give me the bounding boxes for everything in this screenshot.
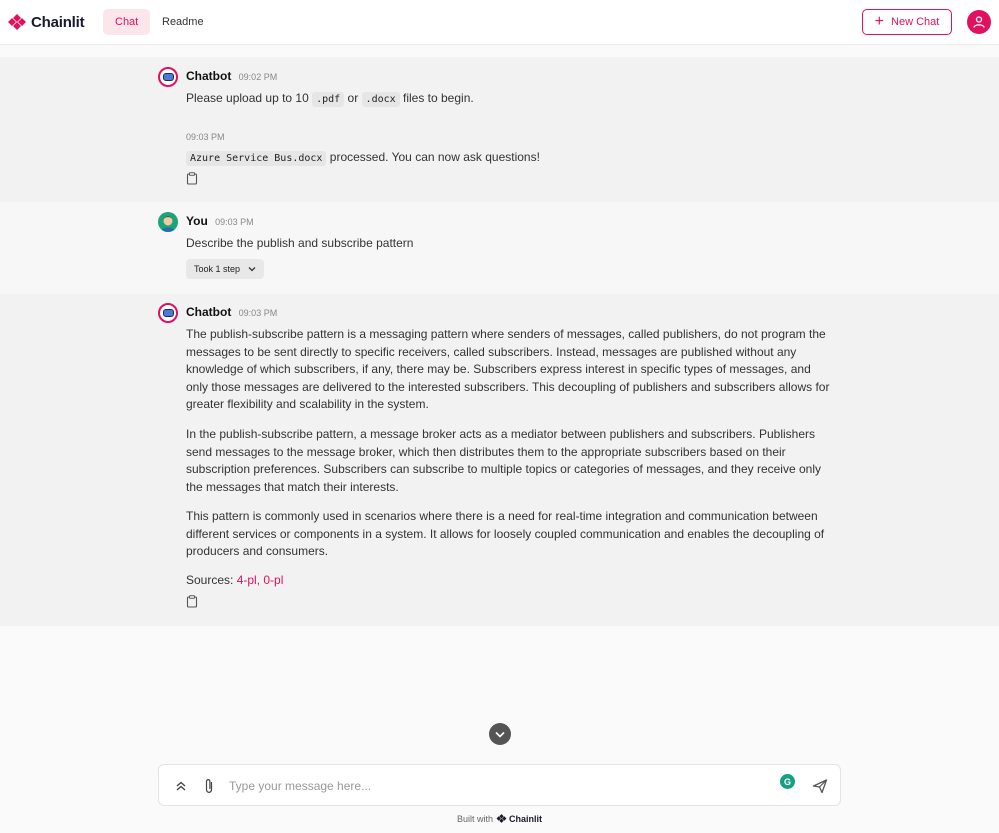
text-segment: Please upload up to 10 <box>186 91 313 105</box>
message-composer <box>158 764 841 806</box>
chevron-down-icon <box>495 731 505 738</box>
message-author <box>186 214 254 228</box>
message-time: 09:03 PM <box>215 217 254 227</box>
expand-up-button[interactable] <box>173 778 189 794</box>
tab-readme[interactable] <box>150 9 216 35</box>
person-icon <box>158 212 178 232</box>
bot-message-1 <box>158 57 838 202</box>
inline-code: Azure Service Bus.docx <box>186 151 326 166</box>
message-time: 09:02 PM <box>238 72 278 82</box>
chevron-down-icon <box>248 266 256 272</box>
sources-line <box>186 572 836 590</box>
followup-time: 09:03 PM <box>186 132 225 142</box>
inline-code: .pdf <box>312 92 344 107</box>
chainlit-logo[interactable] <box>7 12 84 32</box>
source-links[interactable]: 4-pl, 0-pl <box>236 573 284 587</box>
footer-brand-text: Chainlit <box>509 813 542 824</box>
built-with-label: Built with <box>456 813 493 824</box>
chainlit-logo-icon <box>7 12 27 32</box>
steps-toggle-button[interactable] <box>186 259 264 279</box>
answer-paragraph: This pattern is commonly used in scenarios where there is a need for real-time integration and communication between different services or components in a system. It allows for loosely coupled communication and enables the decoupling of producers and consumers. <box>186 509 825 559</box>
new-chat-label: New Chat <box>891 16 940 28</box>
brand-name: Chainlit <box>31 13 85 31</box>
message-block-user <box>0 202 999 294</box>
text-segment: files to begin. <box>399 91 474 105</box>
chainlit-logo-icon <box>496 813 507 824</box>
paperclip-icon <box>203 778 215 794</box>
user-icon <box>972 15 986 29</box>
chatbot-avatar <box>158 67 178 87</box>
message-text <box>186 90 836 109</box>
steps-label: Took 1 step <box>194 264 241 274</box>
text-segment: processed. You can now ask questions! <box>326 150 540 164</box>
bot-message-2 <box>158 294 838 626</box>
text-segment: or <box>344 91 362 105</box>
copy-icon[interactable] <box>186 595 198 608</box>
grammarly-icon[interactable] <box>780 774 795 789</box>
chatbot-avatar <box>158 303 178 323</box>
message-author <box>186 69 277 83</box>
built-with-footer[interactable] <box>0 813 999 824</box>
tab-chat[interactable] <box>103 9 150 35</box>
top-bar <box>0 0 999 45</box>
new-chat-button[interactable] <box>862 9 952 35</box>
double-chevron-up-icon <box>175 780 187 792</box>
attach-file-button[interactable] <box>201 778 217 794</box>
author-name: Chatbot <box>186 305 232 319</box>
message-block-bot-2 <box>0 294 999 626</box>
user-avatar <box>158 212 178 232</box>
message-input[interactable] <box>229 776 769 796</box>
send-button[interactable] <box>811 777 829 795</box>
message-time: 09:03 PM <box>238 308 278 318</box>
inline-code: .docx <box>362 92 400 107</box>
message-text: Describe the publish and subscribe pattern <box>186 236 414 250</box>
footer-brand <box>496 813 542 824</box>
followup-text <box>186 149 836 168</box>
message-author <box>186 305 277 319</box>
message-block-bot-1 <box>0 57 999 202</box>
copy-icon[interactable] <box>186 172 198 185</box>
answer-paragraph: In the publish-subscribe pattern, a message broker acts as a mediator between publishers and subscribers. Publishers send messages to the message broker, which then distributes them to the appropriate subscribers based on their subscription preferences. Subscribers can subscribe to multiple topics or categories of messages, and they receive only the messages that match their interests. <box>186 427 821 494</box>
author-name: You <box>186 214 208 228</box>
tab-chat-label: Chat <box>115 16 139 28</box>
grammarly-letter: G <box>783 776 791 787</box>
user-message <box>158 202 838 294</box>
tab-readme-label: Readme <box>162 16 204 28</box>
plus-icon: + <box>874 13 885 30</box>
scroll-down-button[interactable] <box>489 723 511 745</box>
author-name: Chatbot <box>186 69 232 83</box>
answer-paragraph: The publish-subscribe pattern is a messaging pattern where senders of messages, called publishers, do not program the messages to be sent directly to specific receivers, called subscribers. Instead, messages are published without any knowledge of which subscribers, if any, there may be. Subscribers express interest in specific types of messages, and only those messages are delivered to the interested subscribers. This decoupling of publishers and subscribers allows for greater flexibility and scalability in the system. <box>186 327 830 412</box>
user-menu-button[interactable] <box>967 10 991 34</box>
sources-label: Sources: <box>186 573 237 587</box>
